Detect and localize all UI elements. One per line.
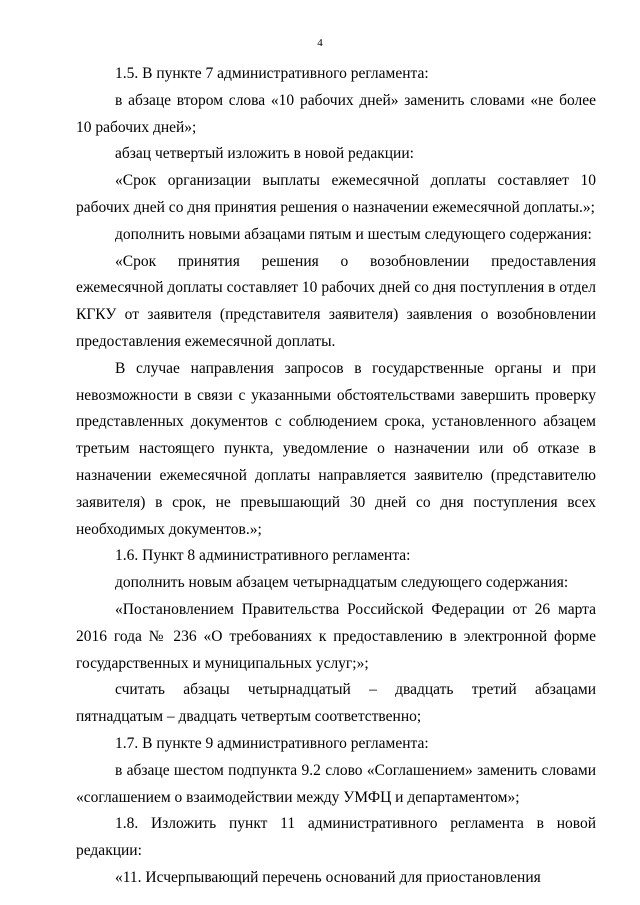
document-body [76,61,596,892]
paragraph-1-7-heading: 1.7. В пункте 9 административного регламента: [115,734,429,752]
paragraph-resumption-term: «Срок принятия решения о возобновлении предоставления ежемесячной доплаты составляет 10 рабочих дней со дня поступления в отдел КГКУ от заявителя (представителя заявителя) заявления о возобновлении предоставления ежемесячной доплаты. [76,252,596,350]
paragraph-government-decree: «Постановлением Правительства Российской Федерации от 26 марта 2016 года № 236 «О требованиях к предоставлению в электронной форме государственных и муниципальных услуг;»; [76,600,596,672]
paragraph-requests-case: В случае направления запросов в государственные органы и при невозможности в связи с указанными обстоятельствами завершить проверку представленных документов с соблюдением срока, установленного абзацем третьим настоящего пункта, уведомление о назначении или об отказе в назначении ежемесячной доплаты направляется заявителю (представителю заявителя) в срок, не превышающий 30 дней со дня поступления всех необходимых документов.»; [76,359,596,538]
paragraph-add-new-abzacs: дополнить новыми абзацами пятым и шестым следующего содержания: [115,225,592,243]
paragraph-item-11: «11. Исчерпывающий перечень оснований для приостановления [115,868,541,886]
paragraph-replace-agreement: в абзаце шестом подпункта 9.2 слово «Соглашением» заменить словами «соглашением о взаимодействии между УМФЦ и департаментом»; [76,761,596,806]
paragraph-1-5-heading: 1.5. В пункте 7 административного регламента: [115,65,429,82]
paragraph-payment-term: «Срок организации выплаты ежемесячной доплаты составляет 10 рабочих дней со дня принятия решения о назначении ежемесячной доплаты.»; [76,172,596,216]
page-number: 4 [317,37,323,49]
paragraph-renumber-abzacs: считать абзацы четырнадцатый – двадцать третий абзацами пятнадцатым – двадцать четвертым соответственно; [76,681,596,726]
paragraph-fourth-abzac: абзац четвертый изложить в новой редакции: [115,145,414,163]
paragraph-add-fourteenth: дополнить новым абзацем четырнадцатым следующего содержания: [115,574,569,592]
paragraph-1-6-heading: 1.6. Пункт 8 административного регламента: [115,547,411,565]
paragraph-second-abzac: в абзаце втором слова «10 рабочих дней» заменить словами «не более 10 рабочих дней»; [76,91,596,136]
paragraph-1-8-heading: 1.8. Изложить пункт 11 административного регламента в новой редакции: [76,815,596,860]
